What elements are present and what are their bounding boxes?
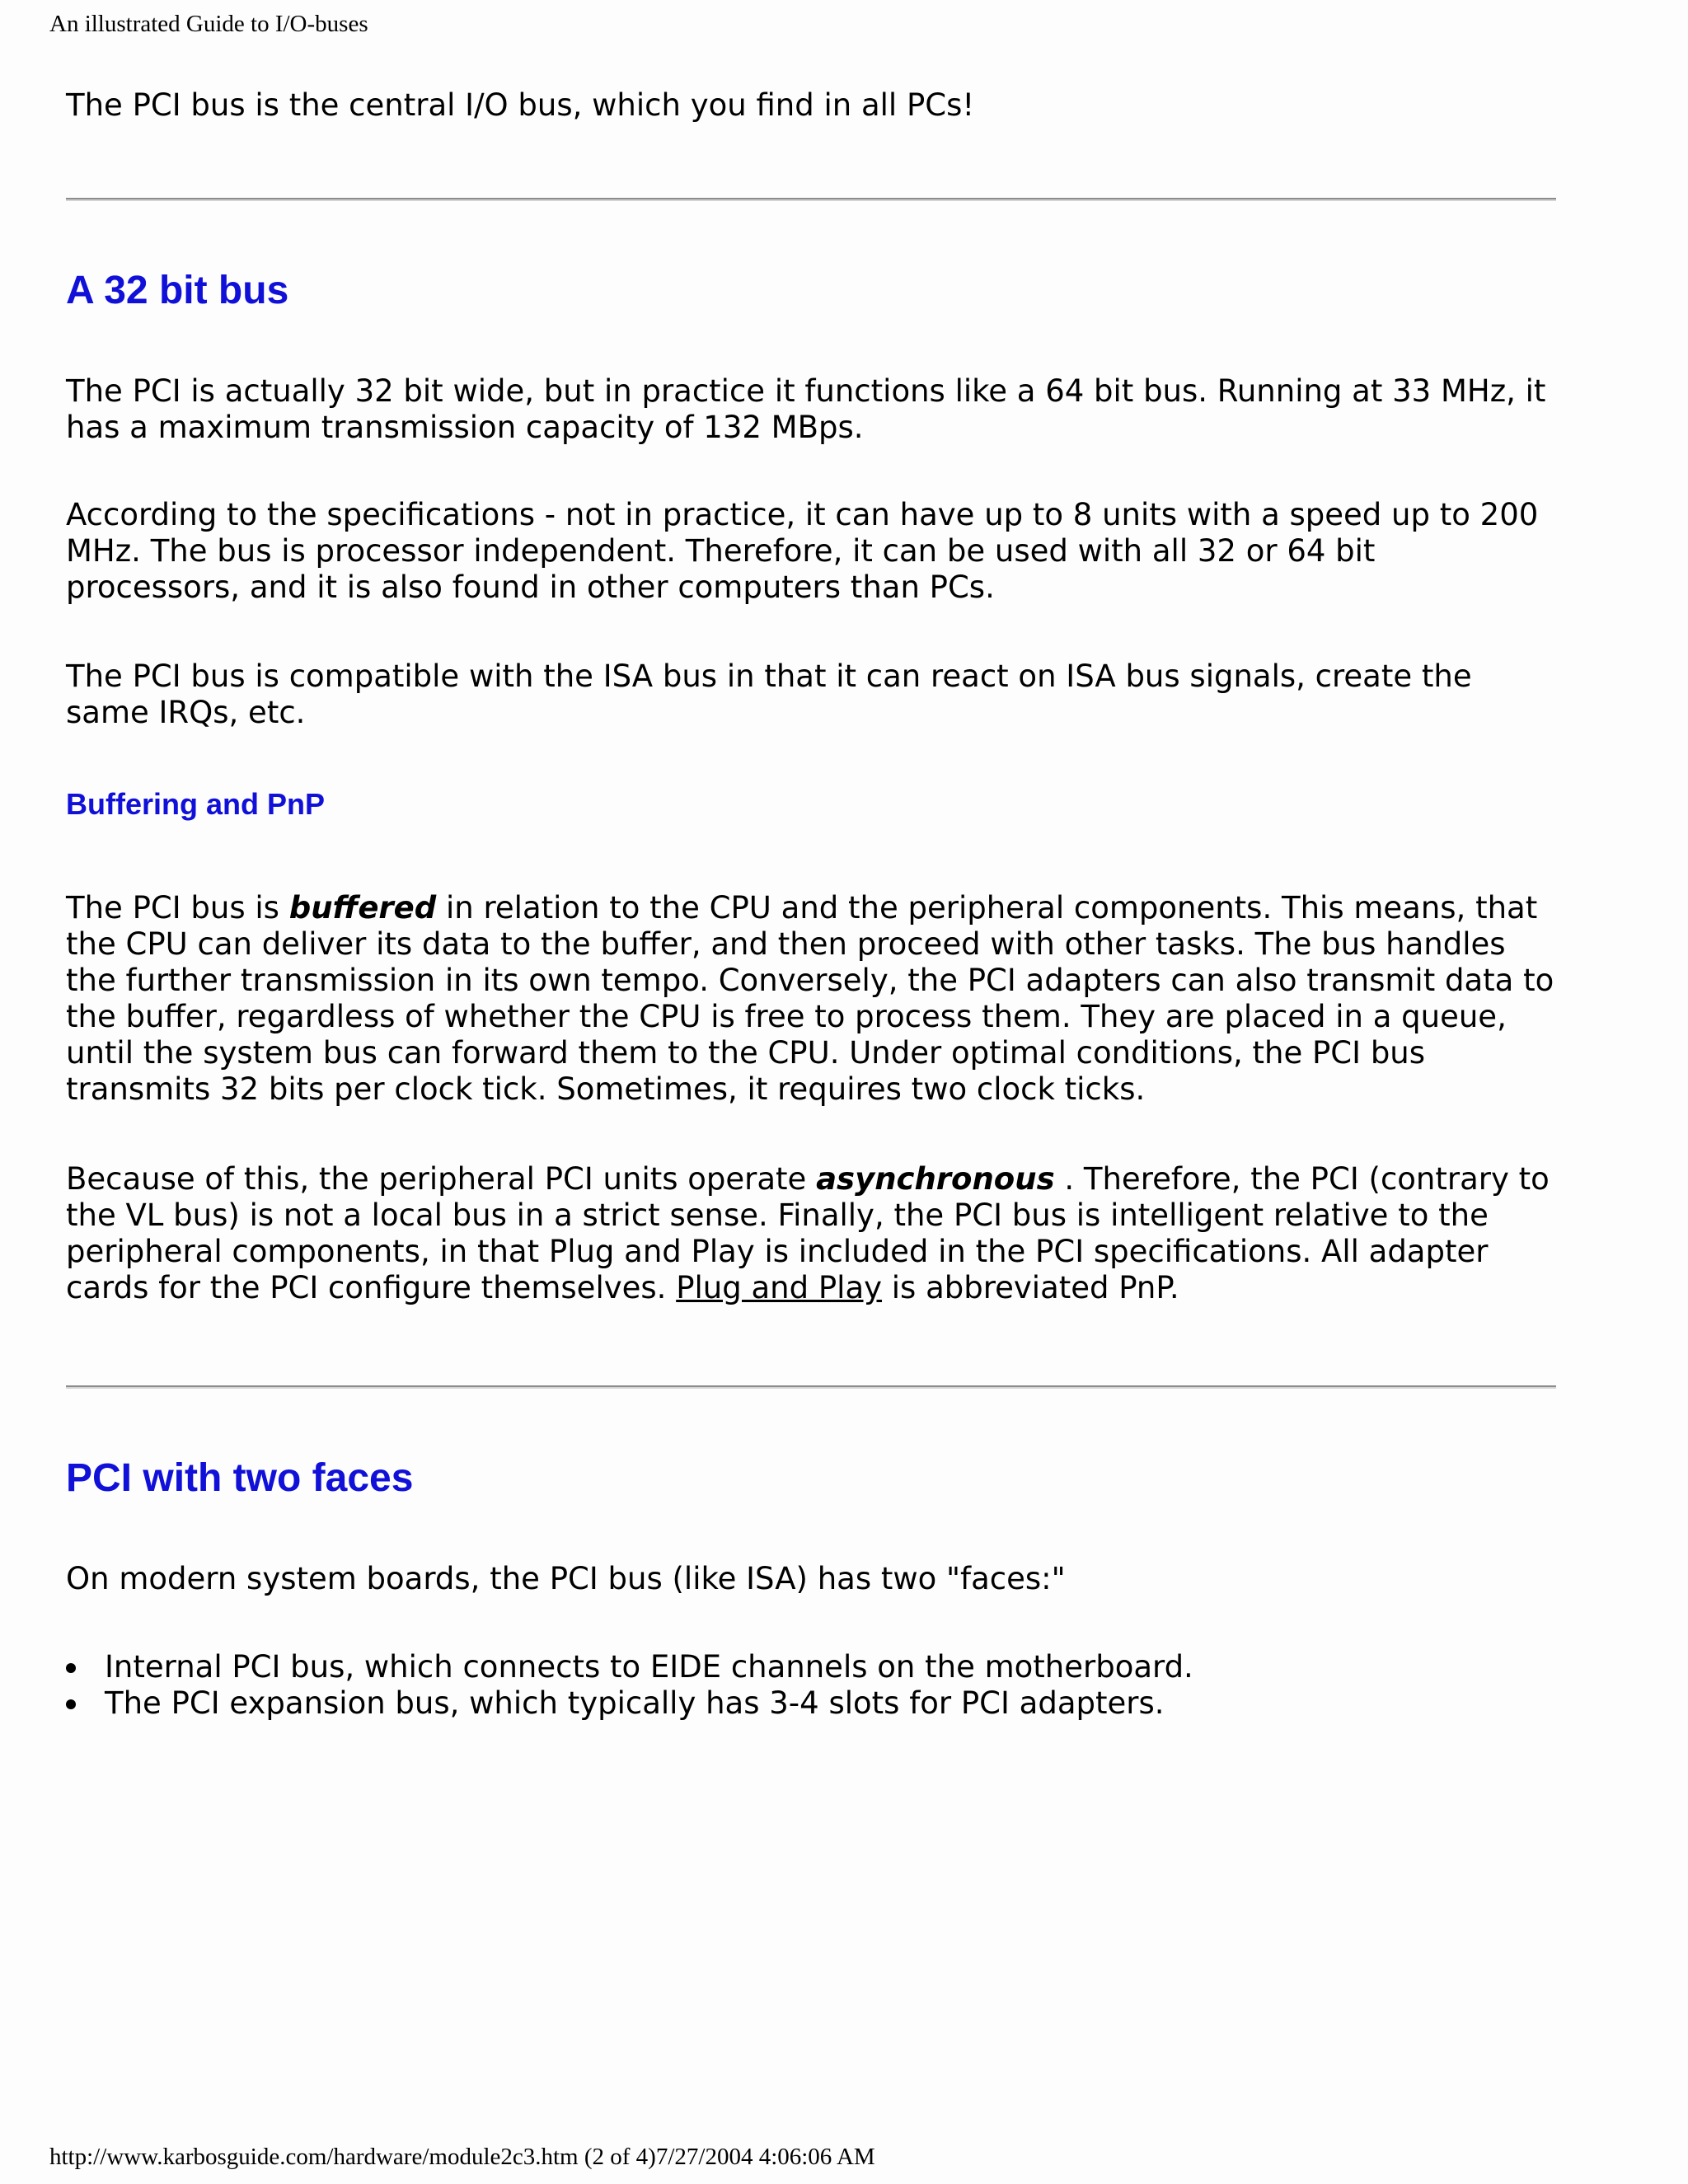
text-run: Because of this, the peripheral PCI units operate xyxy=(66,1161,817,1197)
horizontal-rule xyxy=(66,198,1556,201)
text-run: The PCI bus is xyxy=(66,890,289,926)
horizontal-rule xyxy=(66,1385,1556,1389)
list-item-text: The PCI expansion bus, which typically has 3-4 slots for PCI adapters. xyxy=(105,1685,1165,1721)
bullet-icon xyxy=(66,1663,76,1673)
paragraph-32bit-capacity: The PCI is actually 32 bit wide, but in practice it functions like a 64 bit bus. Running at 33 MHz, it has a maximum transmission capacity of 132 MBps. xyxy=(66,373,1546,445)
emphasis-buffered: buffered xyxy=(288,890,437,926)
heading-pci-with-two-faces: PCI with two faces xyxy=(66,1456,414,1500)
plug-and-play-link[interactable]: Plug and Play xyxy=(676,1270,883,1305)
text-run: is abbreviated PnP. xyxy=(882,1270,1179,1305)
bullet-icon xyxy=(66,1699,76,1709)
text-run: . Therefore, the PCI (contrary to the VL bus) is not a local bus in a strict sense. Finally, the PCI bus is intelligent relative to the peripheral components, in that Plug and Play is included in the PCI specifications. All adapter cards for the PCI configure themselves. xyxy=(66,1161,1550,1305)
paragraph-isa-compatibility: The PCI bus is compatible with the ISA bus in that it can react on ISA bus signals, create the same IRQs, etc. xyxy=(66,658,1472,730)
paragraph-specifications: According to the specifications - not in practice, it can have up to 8 units with a speed up to 200 MHz. The bus is processor independent. Therefore, it can be used with all 32 or 64 bit processors, and it is also found in other computers than PCs. xyxy=(66,497,1539,605)
list-item-text: Internal PCI bus, which connects to EIDE channels on the motherboard. xyxy=(105,1649,1193,1685)
faces-list xyxy=(66,1649,1193,1722)
paragraph-buffered xyxy=(66,890,1558,1108)
intro-paragraph: The PCI bus is the central I/O bus, which you find in all PCs! xyxy=(66,87,975,123)
list-item xyxy=(66,1685,1193,1722)
paragraph-two-faces: On modern system boards, the PCI bus (like ISA) has two "faces:" xyxy=(66,1561,1066,1596)
heading-buffering-and-pnp: Buffering and PnP xyxy=(66,787,325,821)
heading-32-bit-bus: A 32 bit bus xyxy=(66,269,289,312)
paragraph-asynchronous xyxy=(66,1161,1558,1306)
emphasis-asynchronous: asynchronous xyxy=(816,1161,1055,1197)
text-run: in relation to the CPU and the peripheral components. This means, that the CPU can deliver its data to the buffer, and then proceed with other tasks. The bus handles the further transmission in its own tempo. Conversely, the PCI adapters can also transmit data to the buffer, regardless of whether the CPU is free to process them. They are placed in a queue, until the system bus can forward them to the CPU. Under optimal conditions, the PCI bus transmits 32 bits per clock tick. Sometimes, it requires two clock ticks. xyxy=(66,890,1554,1107)
print-header: An illustrated Guide to I/O-buses xyxy=(49,11,368,37)
list-item xyxy=(66,1649,1193,1685)
print-footer: http://www.karbosguide.com/hardware/module2c3.htm (2 of 4)7/27/2004 4:06:06 AM xyxy=(49,2144,875,2170)
